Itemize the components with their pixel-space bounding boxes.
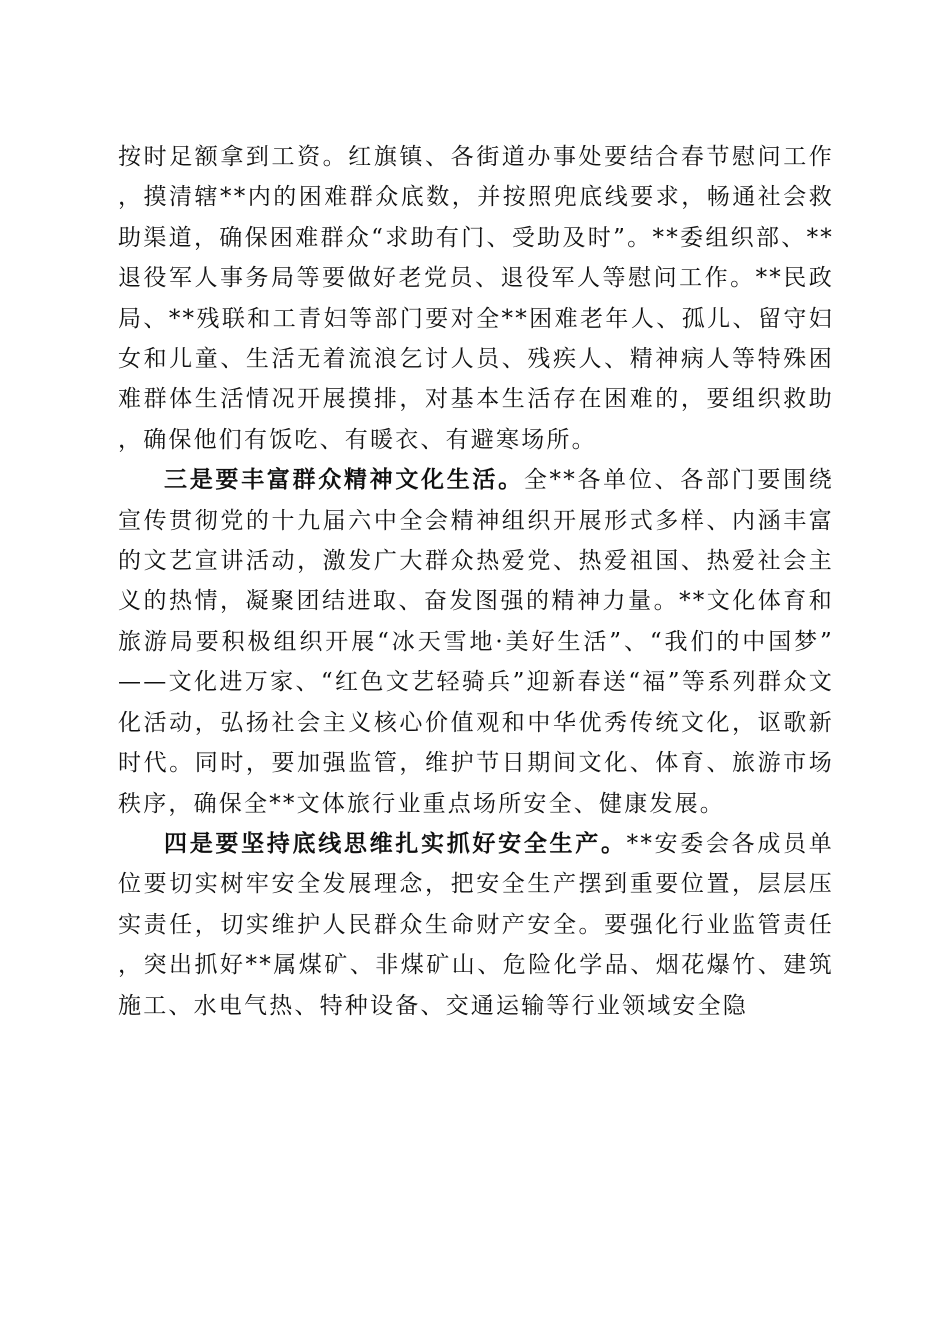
- paragraph-3: [118, 824, 834, 1026]
- paragraph-1: [118, 137, 834, 460]
- paragraph-3-text: **安委会各成员单位要切实树牢安全发展理念，把安全生产摆到重要位置，层层压实责任，切实维护人民群众生命财产安全。要强化行业监管责任，突出抓好**属煤矿、非煤矿山、危险化学品、烟花爆竹、建筑施工、水电气热、特种设备、交通运输等行业领域安全隐: [118, 830, 834, 1019]
- paragraph-2: [118, 460, 834, 824]
- document-body: [118, 137, 834, 1026]
- paragraph-1-text: 按时足额拿到工资。红旗镇、各街道办事处要结合春节慰问工作，摸清辖**内的困难群众底数，并按照兜底线要求，畅通社会救助渠道，确保困难群众“求助有门、受助及时”。**委组织部、**退役军人事务局等要做好老党员、退役军人等慰问工作。**民政局、**残联和工青妇等部门要对全**困难老年人、孤儿、留守妇女和儿童、生活无着流浪乞讨人员、残疾人、精神病人等特殊困难群体生活情况开展摸排，对基本生活存在困难的，要组织救助，确保他们有饭吃、有暖衣、有避寒场所。: [118, 144, 834, 453]
- paragraph-3-heading: 四是要坚持底线思维扎实抓好安全生产。: [164, 829, 627, 857]
- paragraph-2-text: 全**各单位、各部门要围绕宣传贯彻党的十九届六中全会精神组织开展形式多样、内涵丰富的文艺宣讲活动，激发广大群众热爱党、热爱祖国、热爱社会主义的热情，凝聚团结进取、奋发图强的精神力量。**文化体育和旅游局要积极组织开展“冰天雪地·美好生活”、“我们的中国梦”——文化进万家、“红色文艺轻骑兵”迎新春送“福”等系列群众文化活动，弘扬社会主义核心价值观和中华优秀传统文化，讴歌新时代。同时，要加强监管，维护节日期间文化、体育、旅游市场秩序，确保全**文体旅行业重点场所安全、健康发展。: [118, 467, 834, 817]
- paragraph-2-heading: 三是要丰富群众精神文化生活。: [164, 466, 524, 494]
